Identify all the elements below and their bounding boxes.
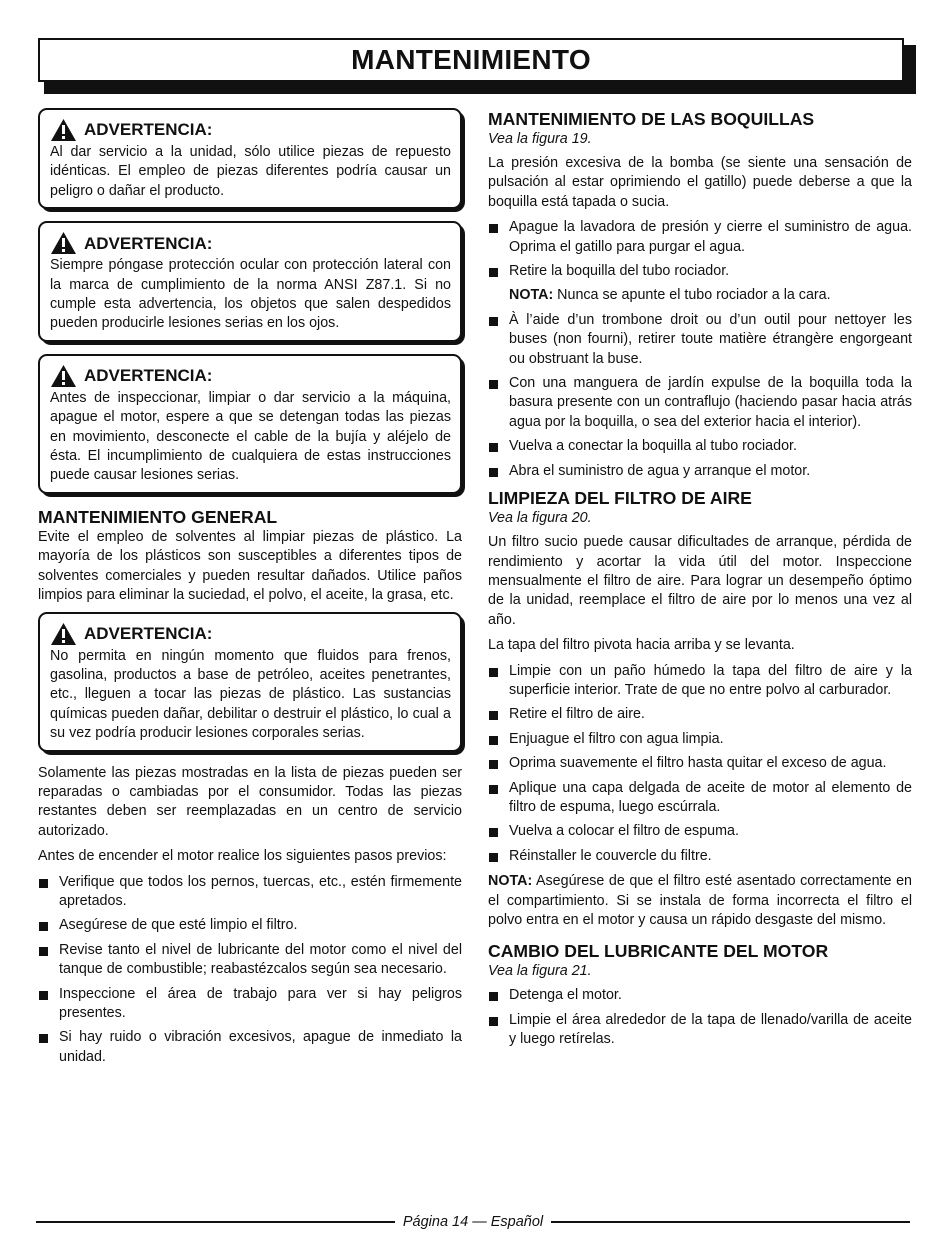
list-item: Retire el filtro de aire.: [488, 705, 912, 724]
footer-rule-right: [551, 1221, 910, 1223]
list-item: Detenga el motor.: [488, 986, 912, 1005]
parts-paragraph: Solamente las piezas mostradas en la lista de piezas pueden ser reparadas o cambiadas por el consumidor. Todas las piezas restantes deben ser reemplazadas en un centro de servicio autorizado.: [38, 764, 462, 839]
list-item: Asegúrese de que esté limpio el filtro.: [38, 916, 462, 935]
section-heading-oil: CAMBIO DEL LUBRICANTE DEL MOTOR: [488, 941, 829, 962]
list-item: Con una manguera de jardín expulse de la boquilla toda la basura presente con un contraflujo (haciendo pasar hacia atrás agua por la boquilla, o sea del exterior hacia el interior).: [488, 374, 912, 432]
warning-text: Al dar servicio a la unidad, sólo utilice piezas de repuesto idénticas. El empleo de piezas diferentes podría causar un peligro o dañar el producto.: [50, 144, 451, 199]
list-item: Vuelva a conectar la boquilla al tubo rociador.: [488, 437, 912, 456]
filter-intro-2: La tapa del filtro pivota hacia arriba y se levanta.: [488, 637, 795, 654]
section-heading-nozzle: MANTENIMIENTO DE LAS BOQUILLAS: [488, 109, 815, 129]
list-item: Retire la boquilla del tubo rociador.: [488, 262, 912, 281]
warning-triangle-icon: [50, 364, 77, 388]
list-item: Limpie el área alrededor de la tapa de llenado/varilla de aceite y luego retírelas.: [488, 1011, 912, 1050]
warning-box-2: [38, 221, 462, 342]
list-item: Apague la lavadora de presión y cierre el suministro de agua. Oprima el gatillo para purgar el agua.: [488, 218, 912, 257]
list-item: Oprima suavemente el filtro hasta quitar el exceso de agua.: [488, 754, 912, 773]
list-item: Limpie con un paño húmedo la tapa del filtro de aire y la superficie interior. Trate de que no entre polvo al carburador.: [488, 662, 912, 701]
nozzle-list-a: [488, 218, 912, 281]
nozzle-intro: La presión excesiva de la bomba (se siente una sensación de pulsación al estar oprimiendo el gatillo) puede deberse a que la boquilla está tapada o sucia.: [488, 155, 912, 210]
right-column: [488, 108, 912, 1056]
warning-text: Siempre póngase protección ocular con protección lateral con la marca de cumplimiento de la norma ANSI Z87.1. Si no cumple esta advertencia, los objetos que salen despedidos pueden producirle lesiones serias en los ojos.: [50, 257, 451, 332]
note-text: Nunca se apunte el tubo rociador a la cara.: [553, 287, 831, 304]
warning-box-3: [38, 354, 462, 494]
steps-list: [38, 873, 462, 1068]
list-item: Revise tanto el nivel de lubricante del motor como el nivel del tanque de combustible; reabastézcalos según sea necesario.: [38, 941, 462, 980]
section-heading-general: MANTENIMIENTO GENERAL: [38, 506, 278, 527]
filter-list: [488, 662, 912, 867]
note-label: NOTA:: [509, 287, 554, 304]
warning-heading: ADVERTENCIA:: [84, 233, 213, 253]
list-item: À l’aide d’un trombone droit ou d’un outil pour nettoyer les buses (non fourni), retirer toute matière étrangère engorgeant ou obstruant la buse.: [488, 311, 912, 369]
oil-list: [488, 986, 912, 1049]
nozzle-list-b: [488, 311, 912, 481]
nozzle-note: [488, 286, 912, 305]
warning-heading: ADVERTENCIA:: [84, 120, 213, 140]
warning-triangle-icon: [50, 622, 77, 646]
footer-rule-left: [36, 1221, 395, 1223]
warning-heading: ADVERTENCIA:: [84, 366, 213, 386]
list-item: Vuelva a colocar el filtro de espuma.: [488, 822, 912, 841]
warning-text: Antes de inspeccionar, limpiar o dar servicio a la máquina, apague el motor, espere a que se detengan todas las piezas en movimiento, desconecte el cable de la bujía y aléjelo de ésta. El incumplimiento de cualquiera de estas instrucciones puede causar lesiones serias.: [50, 389, 451, 484]
list-item: Enjuague el filtro con agua limpia.: [488, 730, 912, 749]
figure-reference: Vea la figura 19.: [488, 131, 592, 147]
warning-text: No permita en ningún momento que fluidos para frenos, gasolina, productos a base de petróleo, aceites penetrantes, etc., lleguen a tocar las piezas de plástico. Las sustancias químicas pueden dañar, debilitar o destruir el plástico, lo cual a su vez podría producir lesiones corporales serias.: [50, 647, 451, 742]
left-column: [38, 108, 462, 1073]
general-paragraph: Evite el empleo de solventes al limpiar piezas de plástico. La mayoría de los plásticos son susceptibles a diferentes tipos de solventes comerciales y pueden resultar dañados. Utilice paños limpios para eliminar la suciedad, el polvo, el aceite, la grasa, etc.: [38, 528, 462, 604]
steps-intro-paragraph: Antes de encender el motor realice los siguientes pasos previos:: [38, 848, 447, 865]
filter-note: [488, 872, 912, 930]
list-item: Inspeccione el área de trabajo para ver si hay peligros presentes.: [38, 985, 462, 1024]
warning-triangle-icon: [50, 118, 77, 142]
warning-box-1: [38, 108, 462, 209]
list-item: Verifique que todos los pernos, tuercas, etc., estén firmemente apretados.: [38, 873, 462, 912]
figure-reference: Vea la figura 20.: [488, 510, 592, 527]
page-footer: [36, 1212, 910, 1232]
list-item: Aplique una capa delgada de aceite de motor al elemento de filtro de espuma, luego escúrrala.: [488, 779, 912, 818]
page-number: Página 14 — Español: [402, 1214, 544, 1230]
page-title-banner: [38, 38, 912, 89]
warning-box-4: [38, 612, 462, 752]
note-text: Asegúrese de que el filtro esté asentado correctamente en el compartimiento. Si se instala de forma incorrecta el filtro el polvo entra en el motor y causa un rápido desgaste del mismo.: [488, 873, 912, 928]
list-item: Si hay ruido o vibración excesivos, apague de inmediato la unidad.: [38, 1028, 462, 1067]
warning-heading: ADVERTENCIA:: [84, 623, 213, 643]
filter-intro: Un filtro sucio puede causar dificultades de arranque, pérdida de rendimiento y acortar la vida útil del motor. Inspeccione mensualmente el filtro de aire. Para lograr un desempeño óptimo de la unidad, reemplace el filtro de aire por lo menos una vez al año.: [488, 534, 912, 628]
note-label: NOTA:: [488, 873, 533, 890]
list-item: Réinstaller le couvercle du filtre.: [488, 847, 912, 866]
page-title: MANTENIMIENTO: [38, 38, 904, 82]
figure-reference: Vea la figura 21.: [488, 963, 592, 980]
section-heading-filter: LIMPIEZA DEL FILTRO DE AIRE: [488, 488, 752, 509]
warning-triangle-icon: [50, 231, 77, 255]
list-item: Abra el suministro de agua y arranque el motor.: [488, 462, 912, 481]
